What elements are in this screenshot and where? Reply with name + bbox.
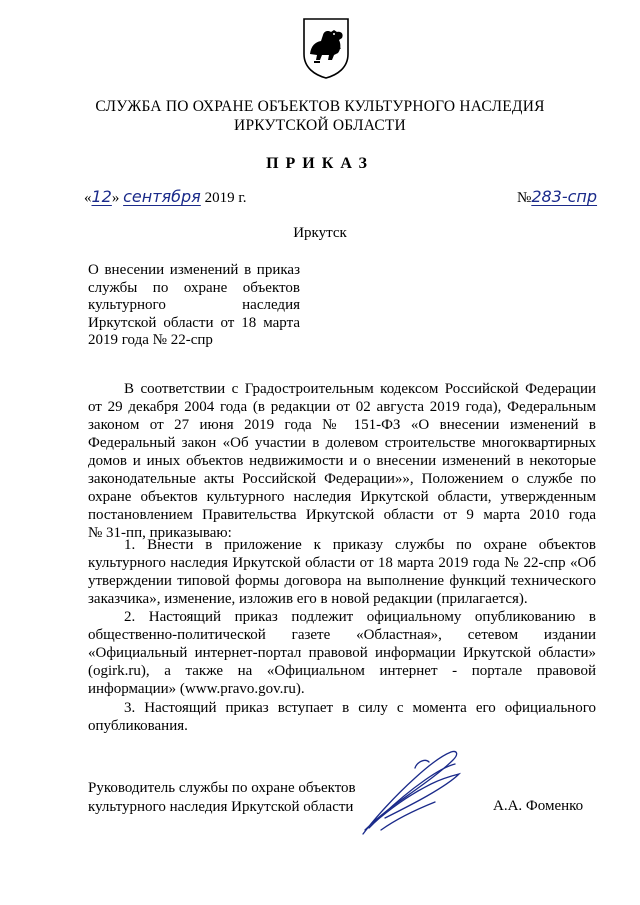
paragraph-line: домов и иных объектов недвижимости и о внесении изменений в некоторые xyxy=(88,453,596,469)
document-type-title: ПРИКАЗ xyxy=(266,155,374,172)
paragraph-line: законом от 27 июня 2019 года № 151-ФЗ «О внесении изменений в xyxy=(88,417,596,433)
signer-name: А.А. Фоменко xyxy=(493,798,584,814)
paragraph-line: охране объектов культурного наследия Иркутской области, утвержденным xyxy=(88,489,596,505)
number-prefix: № xyxy=(517,190,532,206)
paragraph-item-2 xyxy=(88,608,596,698)
paragraph-line: «Официальный интернет-портал правовой информации Иркутской области» xyxy=(88,645,596,661)
date-year: 2019 г. xyxy=(200,190,247,206)
signer-position-line2: культурного наследия Иркутской области xyxy=(88,799,354,815)
paragraph-line: 1. Внести в приложение к приказу службы по охране объектов xyxy=(124,537,596,553)
order-subject xyxy=(88,262,300,350)
paragraph-line: № 31-пп, приказываю: xyxy=(88,525,232,541)
order-date xyxy=(84,187,247,211)
date-close-quote: » xyxy=(111,190,120,206)
subject-line: культурного наследия xyxy=(88,297,300,313)
city-name: Иркутск xyxy=(293,225,347,241)
number-value: 283-спр xyxy=(531,187,598,206)
paragraph-line: В соответствии с Градостроительным кодексом Российской Федерации xyxy=(124,381,596,397)
subject-line: 2019 года № 22-спр xyxy=(88,332,213,348)
order-number xyxy=(517,187,597,211)
paragraph-line: 3. Настоящий приказ вступает в силу с момента его официального xyxy=(124,700,596,716)
paragraph-item-3 xyxy=(88,699,596,735)
paragraph-line: заказчика», изменение, изложив его в новой редакции (прилагается). xyxy=(88,591,528,607)
paragraph-line: 2. Настоящий приказ подлежит официальному опубликованию в xyxy=(124,609,596,625)
signer-position-line1: Руководитель службы по охране объектов xyxy=(88,780,356,796)
paragraph-line: информации» (www.pravo.gov.ru). xyxy=(88,681,305,697)
paragraph-line: (ogirk.ru), а также на «Официальном интернет - портале правовой xyxy=(88,663,596,679)
paragraph-line: утверждении типовой формы договора на выполнение функций технического xyxy=(88,573,596,589)
paragraph-line: общественно-политической газете «Областная», сетевом издании xyxy=(88,627,596,643)
date-open-quote: « xyxy=(84,190,92,206)
handwritten-signature-icon xyxy=(355,748,465,838)
organization-name-line2: ИРКУТСКОЙ ОБЛАСТИ xyxy=(234,117,406,134)
paragraph-item-1 xyxy=(88,536,596,608)
paragraph-line: культурного наследия Иркутской области от 18 марта 2019 года № 22-спр «Об xyxy=(88,555,596,571)
subject-line: Иркутской области от 18 марта xyxy=(88,314,300,331)
signer-position xyxy=(88,779,356,817)
date-day: 12 xyxy=(91,187,112,206)
paragraph-line: законодательные акты Российской Федерации»», Положением о службе по xyxy=(88,471,596,487)
paragraph-line: Федеральный закон «Об участии в долевом строительстве многоквартирных xyxy=(88,435,596,451)
organization-name-line1: СЛУЖБА ПО ОХРАНЕ ОБЪЕКТОВ КУЛЬТУРНОГО НАСЛЕДИЯ xyxy=(95,98,545,115)
paragraph-line: от 29 декабря 2004 года (в редакции от 02 августа 2019 года), Федеральным xyxy=(88,399,596,415)
irkutsk-coat-of-arms-icon xyxy=(301,16,351,79)
paragraph-line: постановлением Правительства Иркутской области от 9 марта 2010 года xyxy=(88,507,596,523)
subject-line: О внесении изменений в приказ xyxy=(88,262,300,278)
subject-line: службы по охране объектов xyxy=(88,279,300,296)
paragraph-preamble xyxy=(88,380,596,542)
paragraph-line: опубликования. xyxy=(88,718,188,734)
date-month: сентября xyxy=(123,187,201,206)
